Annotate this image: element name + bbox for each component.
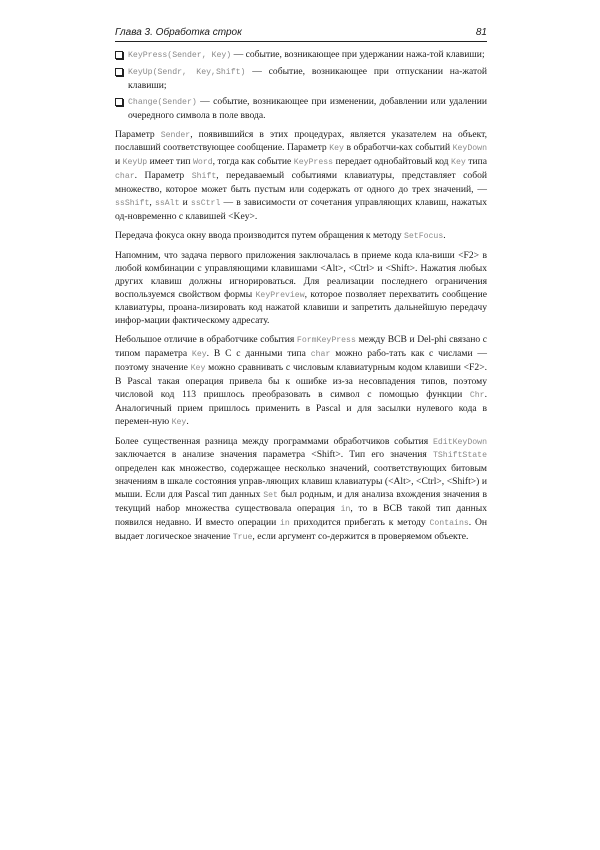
list-item-text: — событие, возникающее при удержании нажа-той клавиши; <box>231 49 485 60</box>
code-term: Key <box>191 350 207 360</box>
chapter-title: Глава 3. Обработка строк <box>115 27 242 38</box>
code-term: TShiftState <box>432 451 487 461</box>
paragraph-difference: Небольшое отличие в обработчике события FormKeyPress между BCB и Del-phi связано с типом параметра Key. В C с данными типа char можно рабо-тать как с числами — поэтому значение Key можно сравнивать с числовым клавиатурным кодом клавиши <F2>. В Pascal такая операция привела бы к ошибке из-за несовпадения типов, поэтому числовой код 113 пришлось преобразовать в символ с помощью функции Chr. Аналогичный прием пришлось применить в Pascal и для засылки нулевого кода в перемен-ную Key. <box>115 334 487 427</box>
paragraph-parameters: Параметр Sender, появившийся в этих процедурах, является указателем на объект, пославший соответствующее сообщение. Параметр Key в обработчи-ках событий KeyDown и KeyUp имеет тип Word, тогда как событие KeyPress передает однобайтовый код Key типа char. Параметр Shift, передаваемый событиями клавиатуры, представляет собой множество, которое может быть пустым или содержать от одного до трех значений, — ssShift, ssAlt и ssCtrl — в зависимости от сочетания управляющих клавиш, нажатых од-новременно с клавишей <Key>. <box>115 128 488 222</box>
code-term: KeyUp(Sendr, Key,Shift) <box>128 67 246 77</box>
code-term: Contains <box>429 519 469 528</box>
list-item <box>115 66 487 93</box>
code-term: Shift <box>191 172 217 182</box>
code-term: char <box>310 350 331 360</box>
code-term: Sender <box>160 130 191 140</box>
code-term: Change(Sender) <box>128 97 197 107</box>
checkbox-bullet-icon <box>115 51 123 59</box>
book-page <box>115 27 487 551</box>
code-term: True <box>232 532 253 542</box>
code-term: Word <box>192 158 213 168</box>
code-term: Key <box>451 158 466 168</box>
code-term: KeyPress <box>293 158 334 168</box>
body-text <box>115 49 487 545</box>
code-term: ssAlt <box>154 199 180 209</box>
code-term: ssCtrl <box>190 199 221 209</box>
list-item-text: — событие, возникающее при изменении, добавлении или удалении очередного символа в поле ввода. <box>128 95 487 121</box>
event-list <box>115 49 487 123</box>
code-term: SetFocus <box>403 231 444 241</box>
list-item <box>115 49 487 63</box>
code-term: in <box>340 505 351 515</box>
code-term: EditKeyDown <box>432 437 487 447</box>
paragraph-task: Напомним, что задача первого приложения заключалась в приеме кода кла-виши <F2> в любой комбинации с управляющими клавишами <Alt>, <Ctrl> и <Shift>. Нажатия любых других клавиш должны игнорироваться. Для реализации последнего ограничения воспользуемся свойством формы KeyPreview, которое позволяет перехватить сообщение клавиатуры, проана-лизировать код нажатой клавиши и запретить дальнейшую передачу инфор-мации фактическому адресату. <box>115 249 487 327</box>
code-term: KeyPreview <box>255 290 305 300</box>
checkbox-bullet-icon <box>115 68 123 76</box>
code-term: in <box>279 519 290 528</box>
page-number: 81 <box>475 27 487 38</box>
running-header <box>115 27 487 42</box>
code-term: Key <box>171 417 187 427</box>
code-term: Chr <box>469 390 485 400</box>
code-term: char <box>115 172 135 182</box>
code-term: Key <box>329 144 344 154</box>
code-term: KeyDown <box>452 144 488 154</box>
list-item <box>115 96 487 123</box>
code-term: Key <box>190 364 206 374</box>
paragraph-shift-analysis: Более существенная разница между программами обработчиков события EditKeyDown заключается в анализе значения параметра <Shift>. Тип его значения TShiftState определен как множество, содержащее несколько значений, соответствующих битовым значениям в шкале состояния управ-ляющих клавиш клавиатуры (<Alt>, <Ctrl>, <Shift>) и мыши. Если для Pascal тип данных Set был родным, и для анализа вхождения значения в текущий набор множества существовала операция in, то в BCB такой тип данных появился недавно. И вместо операции in приходится прибегать к методу Contains. Он выдает логическое значение True, если аргумент со-держится в проверяемом объекте. <box>115 435 488 542</box>
checkbox-bullet-icon <box>115 98 123 106</box>
code-term: ssShift <box>115 199 150 209</box>
paragraph-focus: Передача фокуса окну ввода производится путем обращения к методу SetFocus. <box>115 229 446 241</box>
list-item-text: — событие, возникающее при отпускании на-жатой клавиши; <box>128 65 487 91</box>
code-term: KeyPress(Sender, Key) <box>128 51 232 60</box>
code-term: Set <box>263 491 278 501</box>
code-term: KeyUp <box>122 158 148 168</box>
code-term: FormKeyPress <box>296 336 356 346</box>
